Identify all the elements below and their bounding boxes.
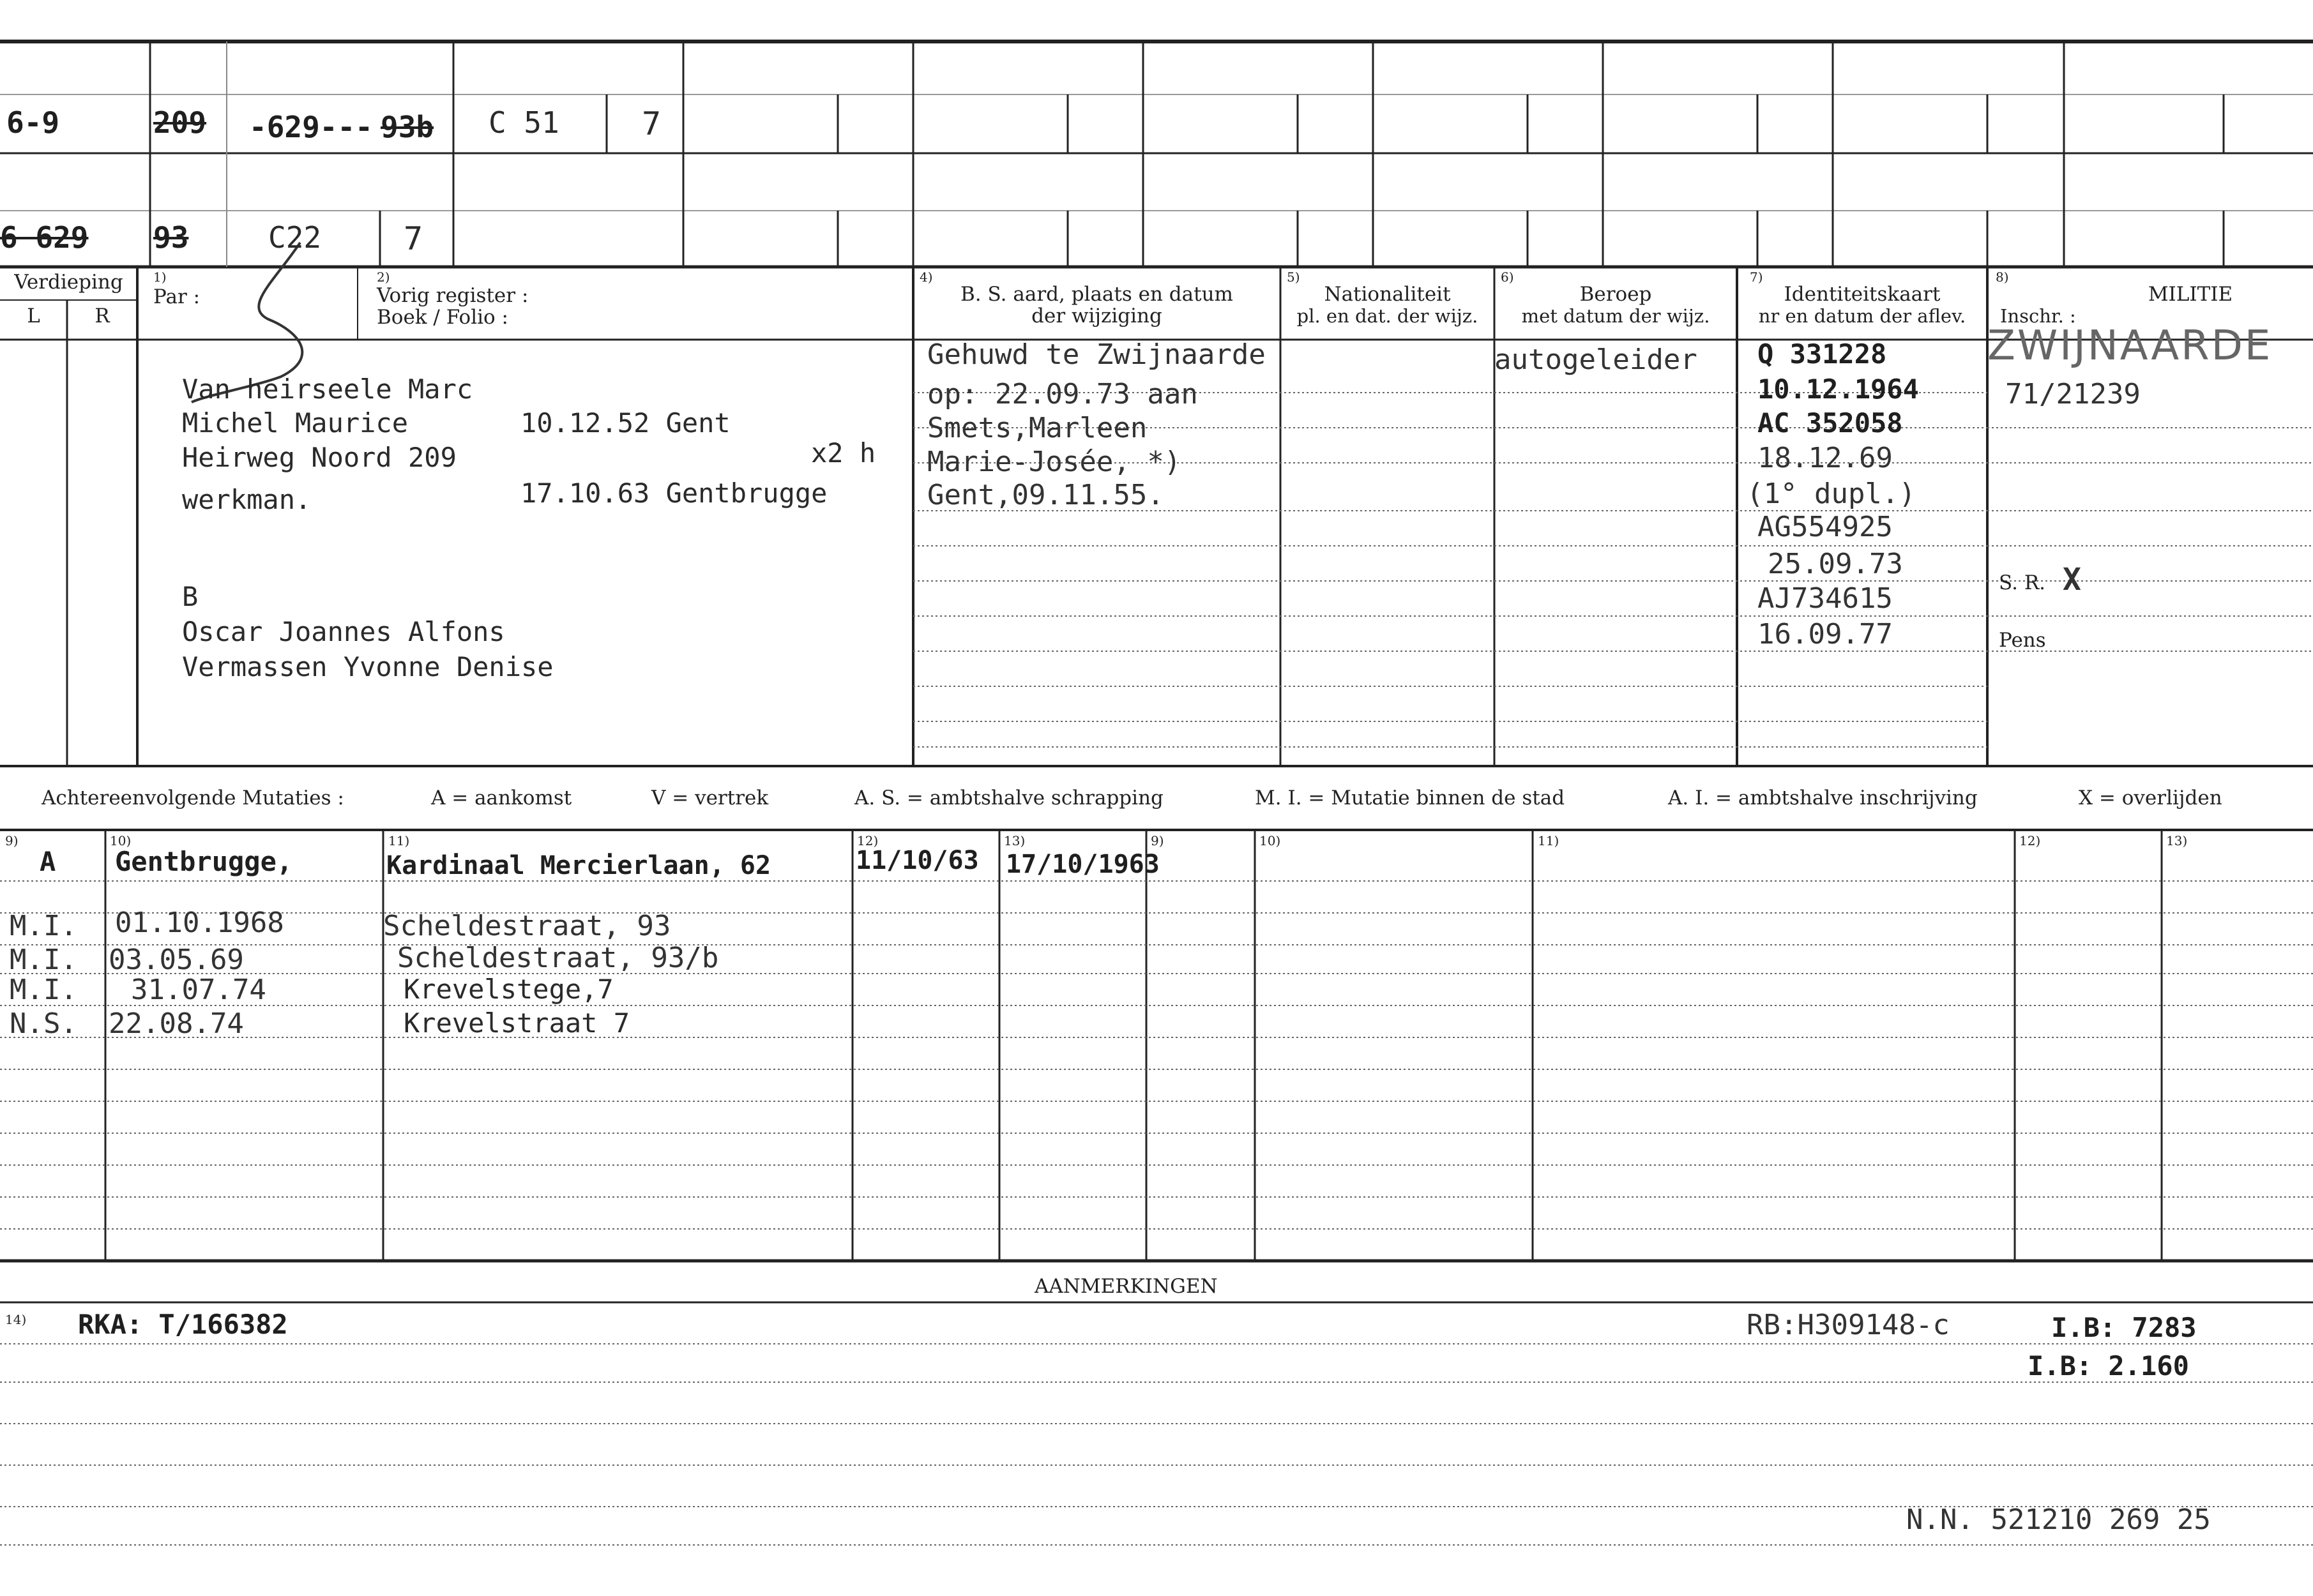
mutation-col-num: 11): [1538, 833, 1559, 848]
civil-status-line: op: 22.09.73 aan: [927, 378, 1198, 410]
militia-sr-label: S. R.: [1999, 571, 2046, 594]
remarks-num: 14): [5, 1312, 27, 1327]
mutation-type: M.I.: [10, 910, 77, 942]
header-id-line1: Identiteitskaart: [1784, 283, 1941, 306]
civil-status-line: Marie-Josée, *): [927, 446, 1181, 478]
legend-ai: A. I. = ambtshalve inschrijving: [1668, 787, 1978, 809]
mutation-place-date: Gentbrugge,: [115, 846, 293, 877]
top-cell-r1c2: 209: [153, 105, 207, 140]
militia-pens-label: Pens: [1999, 629, 2046, 652]
header-bs-line1: B. S. aard, plaats en datum: [960, 283, 1233, 306]
remarks-rka: RKA: T/166382: [78, 1309, 288, 1340]
header-id-line2: nr en datum der aflev.: [1758, 305, 1966, 327]
mutation-type: N.S.: [10, 1007, 77, 1040]
person-address: Heirweg Noord 209: [182, 442, 457, 473]
mutation-col-num: 10): [1259, 833, 1281, 848]
person-occupation: werkman.: [182, 484, 312, 515]
mutation-type: M.I.: [10, 944, 77, 976]
top-cell-r2c1: 6 629: [0, 220, 89, 255]
mutation-type: M.I.: [10, 974, 77, 1006]
person-surname: Van heirseele Marc: [182, 373, 473, 405]
remarks-ib1: I.B: 7283: [2051, 1312, 2197, 1343]
header-beroep-line2: met datum der wijz.: [1521, 305, 1710, 327]
civil-status-line: Smets,Marleen: [927, 412, 1148, 444]
remarks-rb: RB:H309148-c: [1747, 1309, 1950, 1341]
header-par-num: 1): [153, 269, 167, 285]
militia-number: 71/21239: [2005, 378, 2141, 410]
legend-a: A = aankomst: [431, 787, 572, 809]
mutation-col-num: 9): [5, 833, 19, 848]
mutation-address: Krevelstege,7: [404, 974, 614, 1005]
id-card-line: Q 331228: [1757, 338, 1887, 370]
id-card-line: 10.12.1964: [1757, 373, 1919, 405]
header-nat-num: 5): [1287, 269, 1300, 285]
header-mil-line2: Inschr. :: [2000, 305, 2076, 327]
mutation-date12: 11/10/63: [856, 846, 979, 875]
mutation-date13: 17/10/1963: [1006, 850, 1160, 879]
top-cell-r2c2: 93: [153, 220, 189, 255]
top-cell-r1c1: 6-9: [6, 105, 60, 140]
header-par: Par :: [153, 285, 201, 308]
header-vorig-num: 2): [377, 269, 390, 285]
header-vorig-register: Vorig register :: [377, 284, 529, 307]
mutation-place-date: 01.10.1968: [115, 907, 284, 939]
top-cell-r2c3: C22: [268, 220, 322, 255]
legend-v: V = vertrek: [651, 787, 769, 809]
mutation-type: A: [40, 846, 56, 877]
mutation-address: Kardinaal Mercierlaan, 62: [386, 851, 771, 880]
id-card-line: 25.09.73: [1768, 548, 1903, 580]
id-card-line: 18.12.69: [1757, 442, 1893, 474]
mutation-address: Scheldestraat, 93/b: [397, 942, 719, 974]
legend-as: A. S. = ambtshalve schrapping: [854, 787, 1164, 809]
mutation-col-num: 12): [857, 833, 879, 848]
mutation-address: Krevelstraat 7: [404, 1007, 630, 1039]
mutation-place-date: 31.07.74: [131, 974, 266, 1006]
id-card-line: 16.09.77: [1757, 618, 1893, 651]
header-beroep-line1: Beroep: [1579, 283, 1652, 306]
header-r: R: [95, 305, 110, 327]
legend-mi: M. I. = Mutatie binnen de stad: [1255, 787, 1565, 809]
id-card-line: AJ734615: [1757, 582, 1893, 615]
id-card-line: AC 352058: [1757, 407, 1903, 439]
person-father: Oscar Joannes Alfons: [182, 616, 505, 647]
header-l: L: [27, 305, 40, 327]
mutation-address: Scheldestraat, 93: [383, 910, 671, 942]
id-card-line: (1° dupl.): [1747, 478, 1916, 510]
top-cell-r1c3: -629---: [249, 110, 373, 144]
header-beroep-num: 6): [1501, 269, 1514, 285]
mutation-place-date: 03.05.69: [109, 944, 244, 976]
header-nat-line1: Nationaliteit: [1324, 283, 1451, 306]
header-bs-line2: der wijziging: [1031, 305, 1162, 327]
mutation-col-num: 9): [1151, 833, 1164, 848]
person-mark: x2 h: [811, 437, 876, 469]
mutation-col-num: 11): [388, 833, 410, 848]
person-birth: 10.12.52 Gent: [520, 407, 731, 439]
top-cell-r1c6: 7: [642, 105, 662, 142]
top-cell-r1c4: 93b: [381, 110, 434, 144]
militia-stamp: ZWIJNAARDE: [1987, 322, 2273, 370]
person-mother: Vermassen Yvonne Denise: [182, 651, 554, 682]
legend-x: X = overlijden: [2079, 787, 2222, 809]
header-mil-num: 8): [1996, 269, 2009, 285]
profession-value: autogeleider: [1494, 343, 1697, 376]
top-cell-r2c4: 7: [404, 220, 423, 257]
legend-title: Achtereenvolgende Mutaties :: [42, 787, 344, 809]
header-id-num: 7): [1750, 269, 1763, 285]
remarks-title: AANMERKINGEN: [1035, 1275, 1218, 1298]
militia-sr-value: X: [2063, 562, 2081, 598]
mutation-col-num: 12): [2019, 833, 2041, 848]
person-b-label: B: [182, 581, 199, 612]
id-card-line: AG554925: [1757, 511, 1893, 543]
header-nat-line2: pl. en dat. der wijz.: [1296, 305, 1478, 327]
civil-status-line: Gehuwd te Zwijnaarde: [927, 338, 1266, 371]
remarks-ib2: I.B: 2.160: [2028, 1350, 2189, 1381]
person-arrival: 17.10.63 Gentbrugge: [520, 478, 828, 509]
header-boek-folio: Boek / Folio :: [377, 306, 508, 329]
mutation-col-num: 13): [1004, 833, 1026, 848]
civil-status-line: Gent,09.11.55.: [927, 479, 1164, 511]
mutation-place-date: 22.08.74: [109, 1007, 244, 1040]
header-bs-num: 4): [920, 269, 933, 285]
header-verdieping: Verdieping: [14, 271, 123, 294]
person-given-names: Michel Maurice: [182, 407, 409, 439]
header-mil-line1: MILITIE: [2148, 283, 2233, 306]
remarks-nn: N.N. 521210 269 25: [1906, 1503, 2211, 1536]
mutation-col-num: 13): [2166, 833, 2188, 848]
top-cell-r1c5: C 51: [489, 105, 559, 140]
mutation-col-num: 10): [110, 833, 132, 848]
